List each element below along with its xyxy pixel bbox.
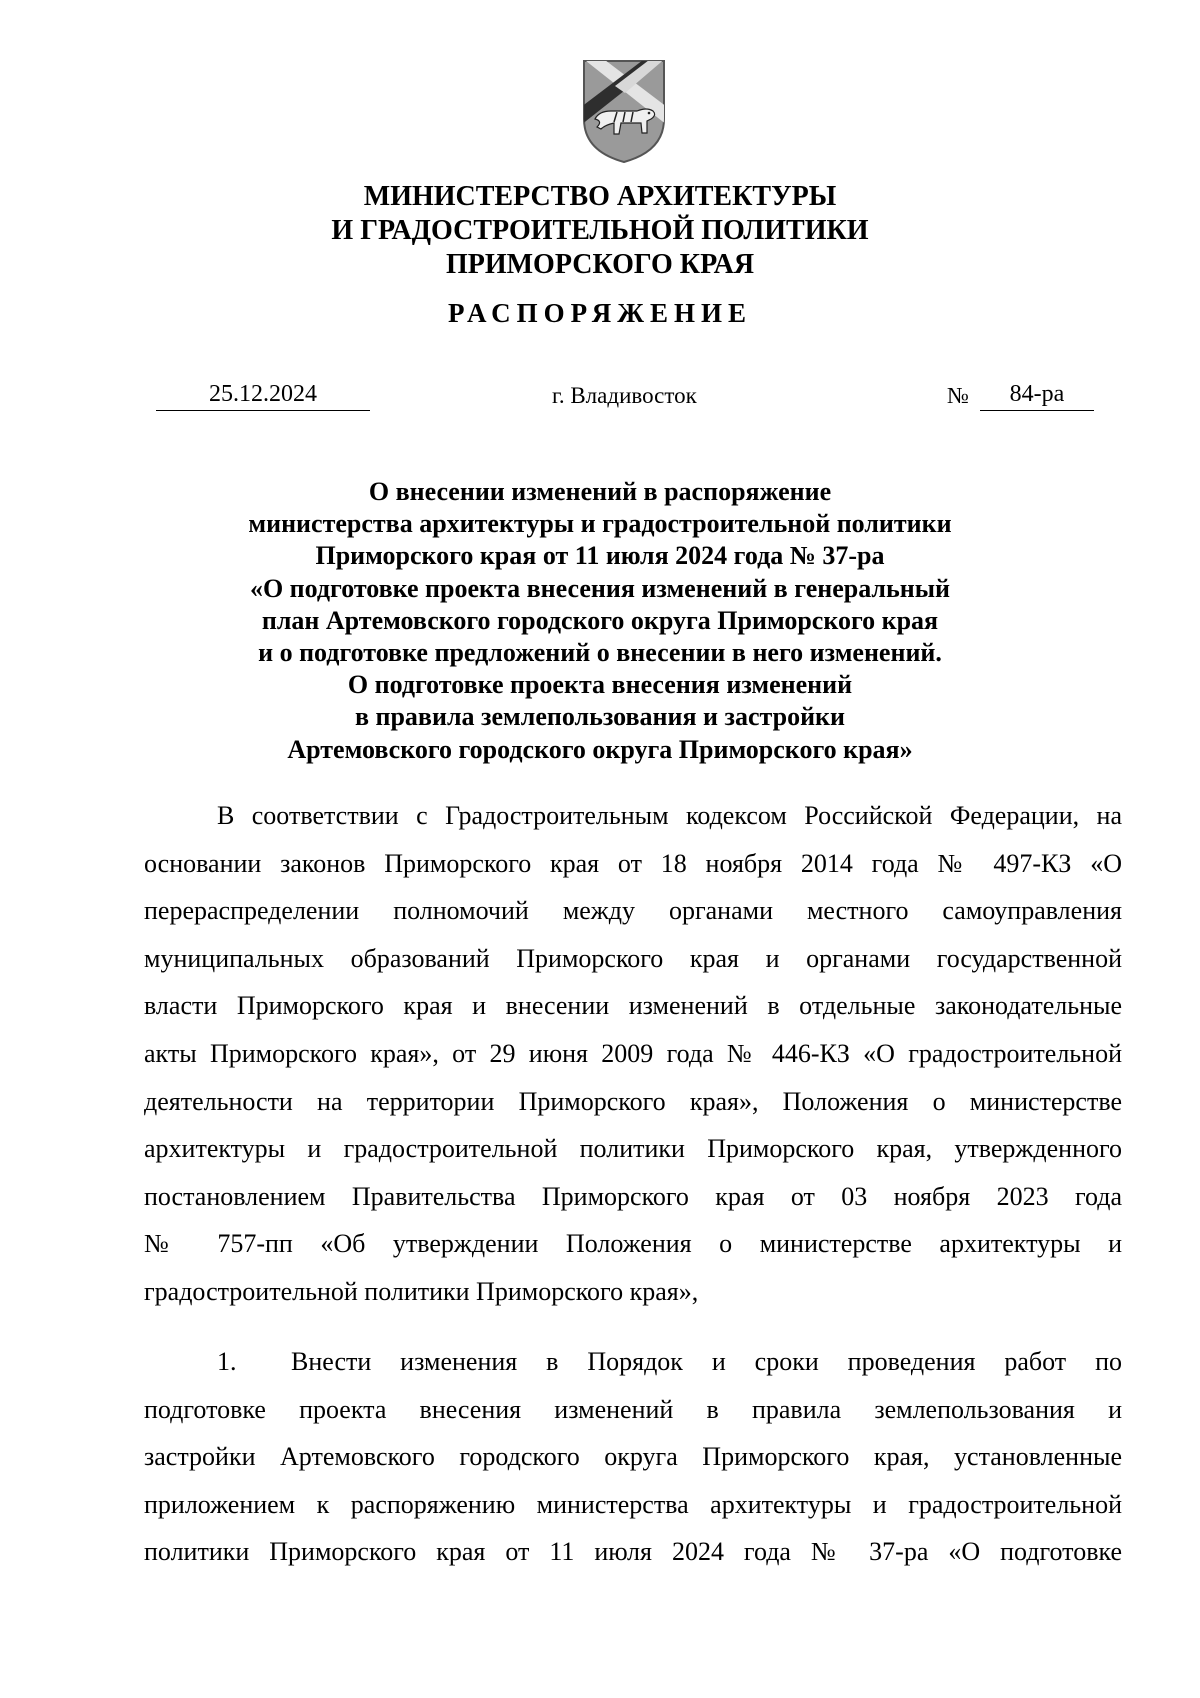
title-line: и о подготовке предложений о внесении в него изменений. [258,638,942,668]
paragraph-line: перераспределении полномочий между органами местного самоуправления [144,896,1122,926]
coat-of-arms-emblem [581,57,667,165]
title-line: О внесении изменений в распоряжение [368,477,832,506]
number-sign: № [947,383,969,408]
paragraph-line: № 757-пп «Об утверждении Положения о министерстве архитектуры и [144,1229,1122,1259]
paragraph-line: подготовке проекта внесения изменений в правила землепользования и [144,1394,1122,1424]
title-line: министерства архитектуры и градостроительной политики [248,509,952,539]
clause-1-paragraph [144,1338,1122,1576]
clause-first-line [144,1338,1122,1386]
clause-number: 1. [217,1347,237,1376]
paragraph-line: застройки Артемовского городского округа Приморского края, установленные [144,1442,1122,1472]
document-number: 84-ра [980,380,1094,411]
ministry-name [0,180,1200,282]
ministry-line: И ГРАДОСТРОИТЕЛЬНОЙ ПОЛИТИКИ [331,215,869,246]
title-line: «О подготовке проекта внесения изменений в генеральный [249,573,951,603]
document-date: 25.12.2024 [156,380,370,411]
paragraph-line: архитектуры и градостроительной политики Приморского края, утвержденного [144,1134,1122,1164]
paragraph-line-text: Внести изменения в Порядок и сроки проведения работ по [291,1347,1122,1376]
title-line: О подготовке проекта внесения изменений [347,670,853,700]
paragraph-line: приложением к распоряжению министерства архитектуры и градостроительной [144,1489,1122,1519]
paragraph-line: основании законов Приморского края от 18 ноября 2014 года № 497-КЗ «О [144,848,1122,878]
paragraph-line: деятельности на территории Приморского края», Положения о министерстве [144,1086,1122,1116]
document-type: РАСПОРЯЖЕНИЕ [447,298,753,328]
paragraph-line: политики Приморского края от 11 июля 2024 года № 37-ра «О подготовке [144,1537,1122,1567]
title-line: в правила землепользования и застройки [354,702,846,732]
preamble-paragraph [144,792,1122,1316]
ministry-line: МИНИСТЕРСТВО АРХИТЕКТУРЫ [363,181,837,212]
title-line: план Артемовского городского округа Приморского края [261,605,939,635]
paragraph-line: муниципальных образований Приморского края и органами государственной [144,943,1122,973]
document-title [0,476,1200,766]
title-line: Артемовского городского округа Приморского края» [287,734,913,764]
document-city: г. Владивосток [552,383,697,408]
title-line: Приморского края от 11 июля 2024 года № 37-ра [315,541,885,571]
paragraph-line: постановлением Правительства Приморского края от 03 ноября 2023 года [144,1181,1122,1211]
paragraph-line: В соответствии с Градостроительным кодексом Российской Федерации, на [217,801,1122,830]
paragraph-line: градостроительной политики Приморского края», [144,1276,699,1306]
ministry-line: ПРИМОРСКОГО КРАЯ [445,249,755,280]
document-meta-row [0,380,1200,420]
paragraph-line: акты Приморского края», от 29 июня 2009 года № 446-КЗ «О градостроительной [144,1038,1122,1068]
paragraph-line: власти Приморского края и внесении изменений в отдельные законодательные [144,991,1122,1021]
